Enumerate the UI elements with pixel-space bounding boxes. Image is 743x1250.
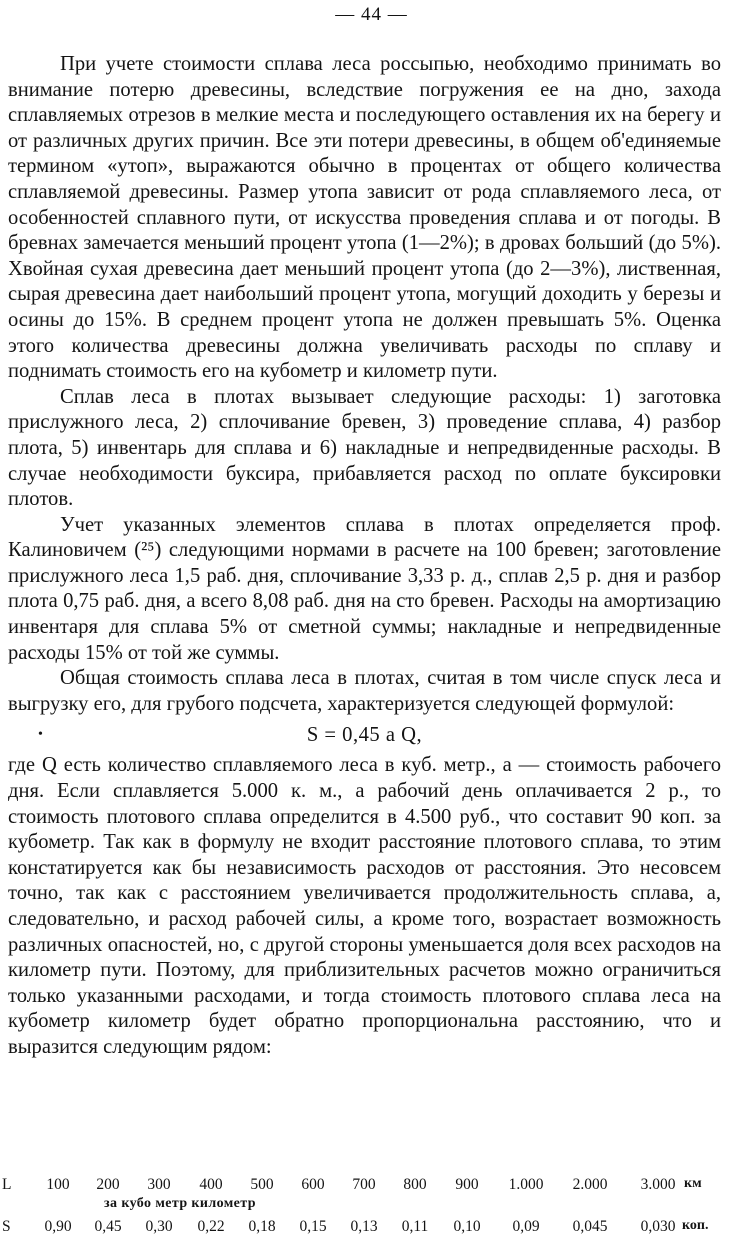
distance-cell: 1.000 [508, 1176, 544, 1193]
body-text [8, 52, 721, 1061]
paragraph-formula-intro: Общая стоимость сплава леса в плотах, считая в том числе спуск леса и выгрузку его, для грубого подсчета, характеризуется следующей формулой: [8, 667, 721, 715]
cost-cell: 0,30 [145, 1218, 173, 1235]
distance-unit: км [684, 1176, 702, 1191]
cost-unit: коп. [682, 1218, 709, 1233]
paragraph-kalinovich-norms: Учет указанных элементов сплава в плотах определяется проф. Калиновичем (²⁵) следующими нормами в расчете на 100 бревен; заготовление прислужного леса 1,5 раб. дня, сплочивание 3,33 р. д., сплав 2,5 р. дня и разбор плота 0,75 раб. дня, а всего 8,08 раб. дня на сто бревен. Расходы на амортизацию инвентаря для сплава 5% от сметной суммы; накладные и непредвиденные расходы 15% от той же суммы. [8, 513, 721, 664]
distance-row-label: L [2, 1176, 12, 1193]
cost-cell: 0,22 [197, 1218, 225, 1235]
paragraph-raft-expenses: Сплав леса в плотах вызывает следующие расходы: 1) заготовка прислужного леса, 2) сплочивание бревен, 3) проведение сплава, 4) разбор плота, 5) инвентарь для сплава и 6) накладные и непредвиденные расходы. В случае необходимости буксира, прибавляется расход по оплате буксировки плотов. [8, 385, 721, 511]
distance-cell: 100 [46, 1176, 70, 1193]
distance-cell: 400 [199, 1176, 223, 1193]
distance-cell: 700 [352, 1176, 376, 1193]
unit-caption: за кубо метр километр [104, 1196, 256, 1211]
cost-row-label: S [2, 1218, 11, 1235]
cost-cell: 0,15 [299, 1218, 327, 1235]
cost-cell: 0,18 [248, 1218, 276, 1235]
formula-line [8, 717, 721, 753]
cost-cell: 0,90 [44, 1218, 72, 1235]
cost-cell: 0,09 [512, 1218, 540, 1235]
distance-cell: 2.000 [572, 1176, 608, 1193]
cost-cell: 0,030 [640, 1218, 676, 1235]
cost-cell: 0,45 [94, 1218, 122, 1235]
cost-cell: 0,045 [572, 1218, 608, 1235]
formula: S = 0,45 a Q, [306, 724, 423, 747]
formula-bullet: • [38, 727, 43, 743]
unit-caption-row [0, 1196, 743, 1218]
distance-cell: 300 [147, 1176, 171, 1193]
paragraph-losses: При учете стоимости сплава леса россыпью, необходимо принимать во внимание потерю древесины, вследствие погружения ее на дно, захода сплавляемых отрезов в мелкие места и последующего оставления их на берегу и от различных других причин. Все эти потери древесины, в общем об'единяемые термином «утоп», выражаются обычно в процентах от общего количества сплавляемой древесины. Размер утопа зависит от рода сплавляемого леса, от особенностей сплавного пути, от искусства проведения сплава и от погоды. В бревнах замечается меньший процент утопа (1—2%); в дровах больший (до 5%). Хвойная сухая древесина дает меньший процент утопа (до 2—3%), лиственная, сырая древесина дает наибольший процент утопа, могущий доходить у березы и осины до 15%. В среднем процент утопа не должен превышать 5%. Оценка этого количества древесины должна увеличивать расходы по сплаву и поднимать стоимость его на кубометр и километр пути. [8, 53, 721, 383]
cost-distance-table [0, 1172, 743, 1250]
distance-cell: 900 [455, 1176, 479, 1193]
distance-cell: 3.000 [640, 1176, 676, 1193]
cost-cell: 0,11 [401, 1218, 429, 1235]
cost-cell: 0,13 [350, 1218, 378, 1235]
distance-cell: 800 [403, 1176, 427, 1193]
distance-cell: 600 [301, 1176, 325, 1193]
cost-cell: 0,10 [453, 1218, 481, 1235]
cost-row [0, 1218, 743, 1240]
distance-row [0, 1176, 743, 1198]
page-number: — 44 — [335, 4, 408, 25]
distance-cell: 200 [96, 1176, 120, 1193]
distance-cell: 500 [250, 1176, 274, 1193]
paragraph-formula-explanation: где Q есть количество сплавляемого леса в куб. метр., a — стоимость рабочего дня. Если сплавляется 5.000 к. м., а рабочий день оплачивается 2 р., то стоимость плотового сплава определится в 4.500 руб., что составит 90 коп. за кубометр. Так как в формулу не входит расстояние плотового сплава, то этим констатируется как бы независимость расходов от расстояния. Это несовсем точно, так как с расстоянием увеличивается продолжительность сплава, а, следовательно, и расход рабочей силы, а кроме того, возрастает возможность различных опасностей, но, с другой стороны уменьшается доля всех расходов на километр пути. Поэтому, для приблизительных расчетов можно ограничиться только указанными расходами, и тогда стоимость плотового сплава леса на кубометр километр будет обратно пропорциональна расстоянию, что и выразится следующим рядом: [8, 754, 721, 1058]
